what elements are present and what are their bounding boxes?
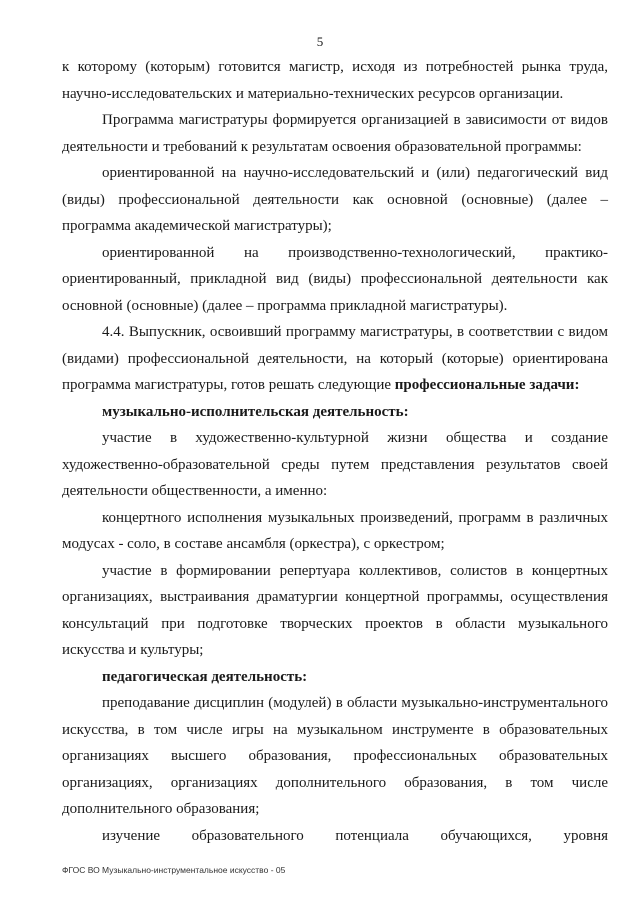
- paragraph: участие в формировании репертуара коллективов, солистов в концертных организациях, выстраивания драматургии концертной программы, осуществления консультаций при подготовке творческих проектов в области музыкального искусства и культуры;: [62, 562, 608, 658]
- paragraph: преподавание дисциплин (модулей) в области музыкально-инструментального искусства, в том числе игры на музыкальном инструменте в образовательных организациях высшего образования, профессиональных образовательных организациях, организациях дополнительного образования, в том числе дополнительного образования;: [62, 695, 608, 817]
- section-heading: педагогическая деятельность:: [102, 668, 308, 685]
- page-number: 5: [316, 34, 324, 49]
- paragraph: концертного исполнения музыкальных произведений, программ в различных модусах - соло, в составе ансамбля (оркестра), с оркестром;: [62, 509, 608, 552]
- paragraph-professional-tasks: [62, 319, 608, 399]
- paragraph: участие в художественно-культурной жизни общества и создание художественно-образовательной среды путем представления результатов своей деятельности общественности, а именно:: [62, 430, 608, 499]
- section-heading: музыкально-исполнительская деятельность:: [102, 403, 409, 420]
- paragraph: к которому (которым) готовится магистр, исходя из потребностей рынка труда, научно-исследовательских и материально-технических ресурсов организации.: [62, 59, 608, 102]
- document-body: [62, 54, 608, 849]
- paragraph: изучение образовательного потенциала обучающихся, уровня: [102, 827, 608, 844]
- paragraph: ориентированной на научно-исследовательский и (или) педагогический вид (виды) профессиональной деятельности как основной (основные) (далее – программа академической магистратуры);: [62, 165, 608, 234]
- page-footer: ФГОС ВО Музыкально-инструментальное искусство - 05: [62, 865, 286, 875]
- paragraph: Программа магистратуры формируется организацией в зависимости от видов деятельности и требований к результатам освоения образовательной программы:: [62, 112, 608, 155]
- paragraph-text: 4.4. Выпускник, освоивший программу магистратуры, в соответствии с видом (видами) профессиональной деятельности, на который (которые) ориентирована программа магистратуры, готов решать следующие: [62, 324, 608, 393]
- bold-term: профессиональные задачи:: [394, 377, 580, 393]
- paragraph: ориентированной на производственно-технологический, практико-ориентированный, прикладной вид (виды) профессиональной деятельности как основной (основные) (далее – программа прикладной магистратуры).: [62, 244, 608, 314]
